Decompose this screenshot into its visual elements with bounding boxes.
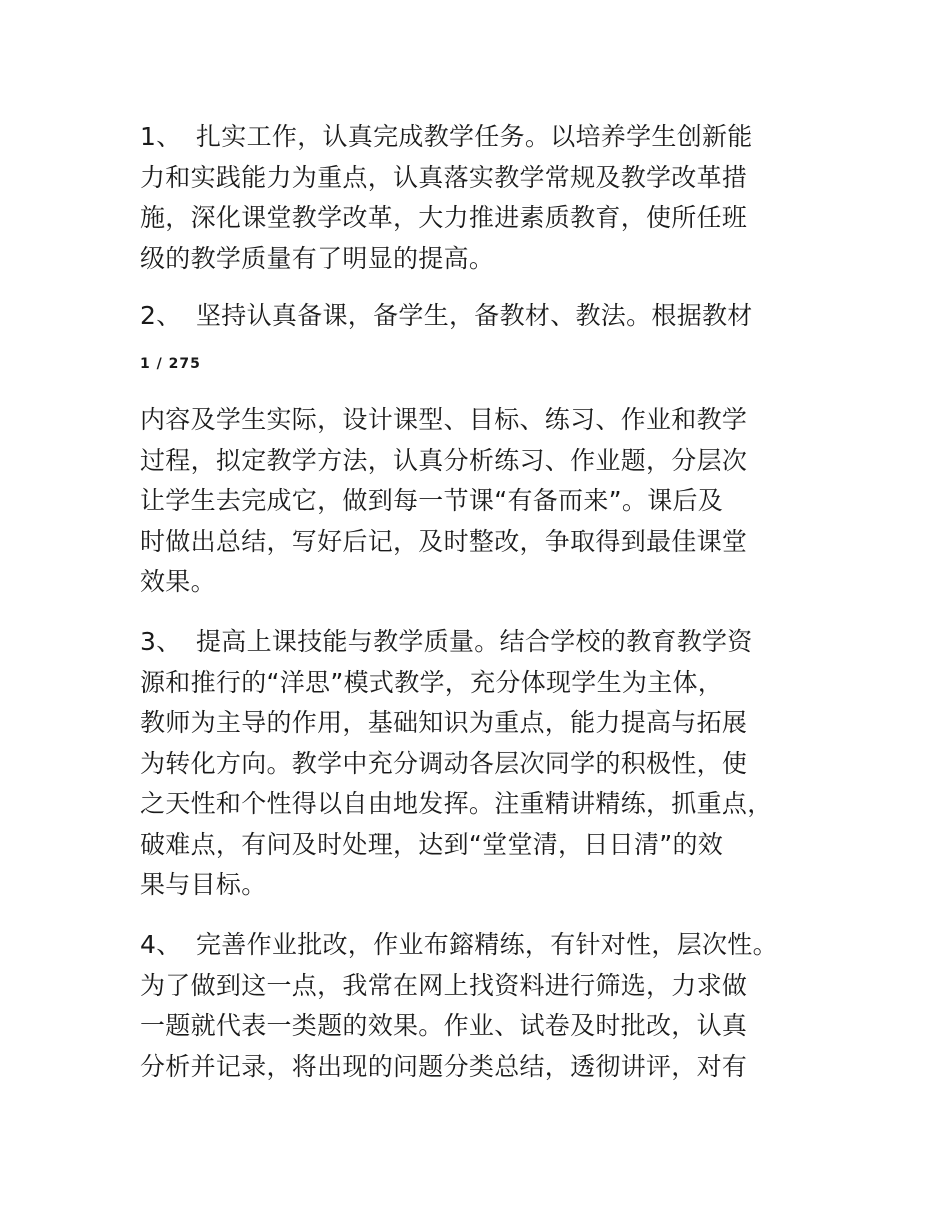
- paragraph-1: [140, 117, 820, 279]
- paragraph-line: 施，深化课堂教学改革，大力推进素质教育，使所任班: [140, 203, 748, 232]
- paragraph-number: 1、: [140, 122, 182, 151]
- paragraph-line: 教师为主导的作用，基础知识为重点，能力提高与拓展: [140, 708, 748, 737]
- paragraph-line: 内容及学生实际，设计课型、目标、练习、作业和教学: [140, 405, 748, 434]
- paragraph-line: 时做出总结，写好后记，及时整改，争取得到最佳课堂: [140, 526, 748, 556]
- paragraph-line: 果与目标。: [140, 870, 267, 899]
- paragraph-2-continued: [140, 400, 820, 603]
- paragraph-line: 1、 扎实工作，认真完成教学任务。以培养学生创新能: [140, 117, 820, 158]
- paragraph-number: 4、: [140, 930, 182, 959]
- paragraph-4: [140, 925, 820, 1087]
- paragraph-line: 破难点，有问及时处理，达到“堂堂清，日日清”的效: [140, 829, 724, 859]
- paragraph-line: 之天性和个性得以自由地发挥。注重精讲精练，抓重点，: [140, 789, 773, 818]
- paragraph-line: 一题就代表一类题的效果。作业、试卷及时批改，认真: [140, 1011, 748, 1040]
- paragraph-line: 级的教学质量有了明显的提高。: [140, 243, 495, 273]
- page-number: 1 / 275: [140, 356, 201, 372]
- paragraph-line: 效果。: [140, 567, 216, 596]
- paragraph-number: 3、: [140, 627, 182, 656]
- paragraph-line: 过程，拟定教学方法，认真分析练习、作业题，分层次: [140, 445, 748, 475]
- paragraph-line: 2、 坚持认真备课，备学生，备教材、教法。根据教材: [140, 296, 820, 337]
- paragraph-3: [140, 622, 820, 906]
- paragraph-line: 为了做到这一点，我常在网上找资料进行筛选，力求做: [140, 970, 748, 1000]
- paragraph-number: 2、: [140, 301, 182, 330]
- paragraph-2: [140, 296, 820, 337]
- paragraph-line: 分析并记录，将出现的问题分类总结，透彻讲评，对有: [140, 1051, 748, 1081]
- paragraph-line: 3、 提高上课技能与教学质量。结合学校的教育教学资: [140, 622, 820, 663]
- paragraph-line: 力和实践能力为重点，认真落实教学常规及教学改革措: [140, 162, 748, 192]
- paragraph-line: 4、 完善作业批改，作业布鎔精练，有针对性，层次性。: [140, 925, 820, 966]
- paragraph-line: 让学生去完成它，做到每一节课“有备而来”。课后及: [140, 486, 724, 515]
- paragraph-line: 源和推行的“洋思”模式教学，充分体现学生为主体，: [140, 667, 724, 697]
- paragraph-line: 为转化方向。教学中充分调动各层次同学的积极性，使: [140, 748, 748, 778]
